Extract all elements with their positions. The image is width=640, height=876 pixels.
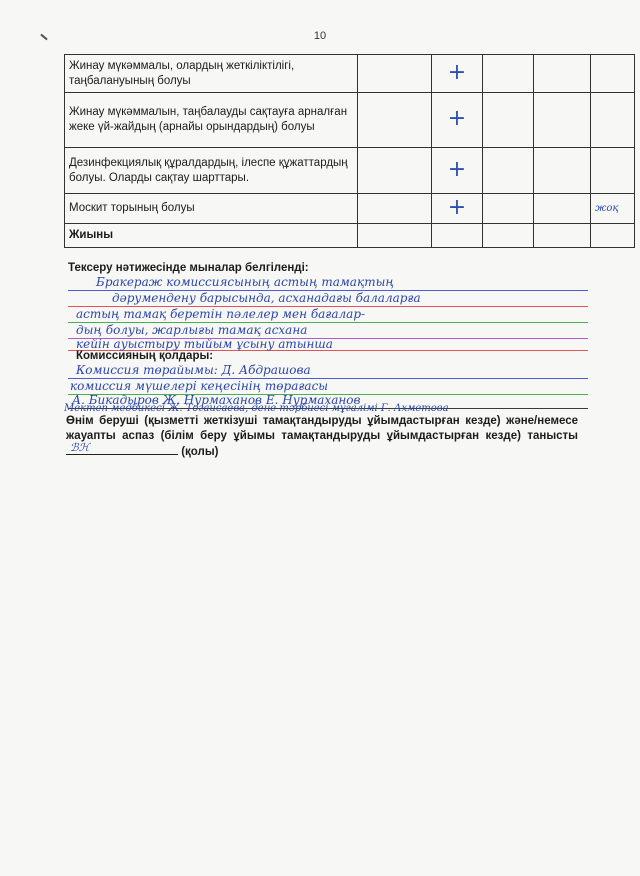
row-label: Жинау мүкәммалын, таңбалауды сақтауға арналған жеке үй-жайдың (арнайы орындардың) болуы [65,93,358,148]
plus-mark: + [447,59,467,85]
plus-mark: + [447,156,467,182]
handwritten-findings: Бракераж комиссиясының астың тамақтың [96,275,394,289]
signature-caption: (қолы) [181,446,219,458]
page-number: 10 [313,30,327,42]
row-label: Жинау мүкәммалы, олардың жеткіліктілігі, таңбалануының болуы [65,55,358,93]
table-row [65,194,635,224]
handwritten-signature: Комиссия төрайымы: Д. Абдрашова [76,363,311,377]
findings-label: Тексеру нәтижесінде мыналар белгіленді: [68,262,309,274]
signature-line [66,441,178,455]
handwritten-signature: Мектеп медбикесі Ж. Тогаисаева, дене тәрбиесі мұғалімі Г. Ахметова [64,403,449,414]
table-row [65,148,635,194]
handwritten-findings: дәрумендену барысында, асханадағы балаларға [112,291,421,305]
table-row [65,55,635,93]
plus-mark: + [447,106,467,131]
row-label: Москит торының болуы [65,194,358,224]
commission-label: Комиссияның қолдары: [76,350,214,362]
handwritten-findings: кейін ауыстыру тыйым ұсыну атынша [76,337,333,351]
handwritten-signature: А. Бикадыров Ж. Нурмаханов Е. Нурмаханов [72,393,361,407]
inspection-table [64,54,635,248]
plus-mark: + [447,194,467,220]
handwritten-findings: астың тамақ беретін пәлелер мен бағалар- [76,307,366,321]
handwritten-findings: дың болуы, жарлығы тамақ асхана [76,323,308,337]
signature-mark: ℬℋ [70,441,90,454]
row-label: Дезинфекциялық құралдардың, ілеспе құжаттардың болуы. Оларды сақтау шарттары. [65,148,358,194]
total-label: Жиыны [65,224,358,248]
acknowledgment-body: Өнім беруші (қызметті жеткізуші тамақтандыруды ұйымдастырған кезде) және/немесе жауапты аспаз (білім беру ұйымы тамақтандыруды ұйымдастырған кезде) танысты [66,415,578,442]
table-row [65,93,635,148]
handwritten-signature: комиссия мүшелері кеңесінің төрағасы [70,379,329,393]
acknowledgment-text [66,414,578,460]
table-row-total [65,224,635,248]
handwritten-note: жоқ [595,203,619,214]
